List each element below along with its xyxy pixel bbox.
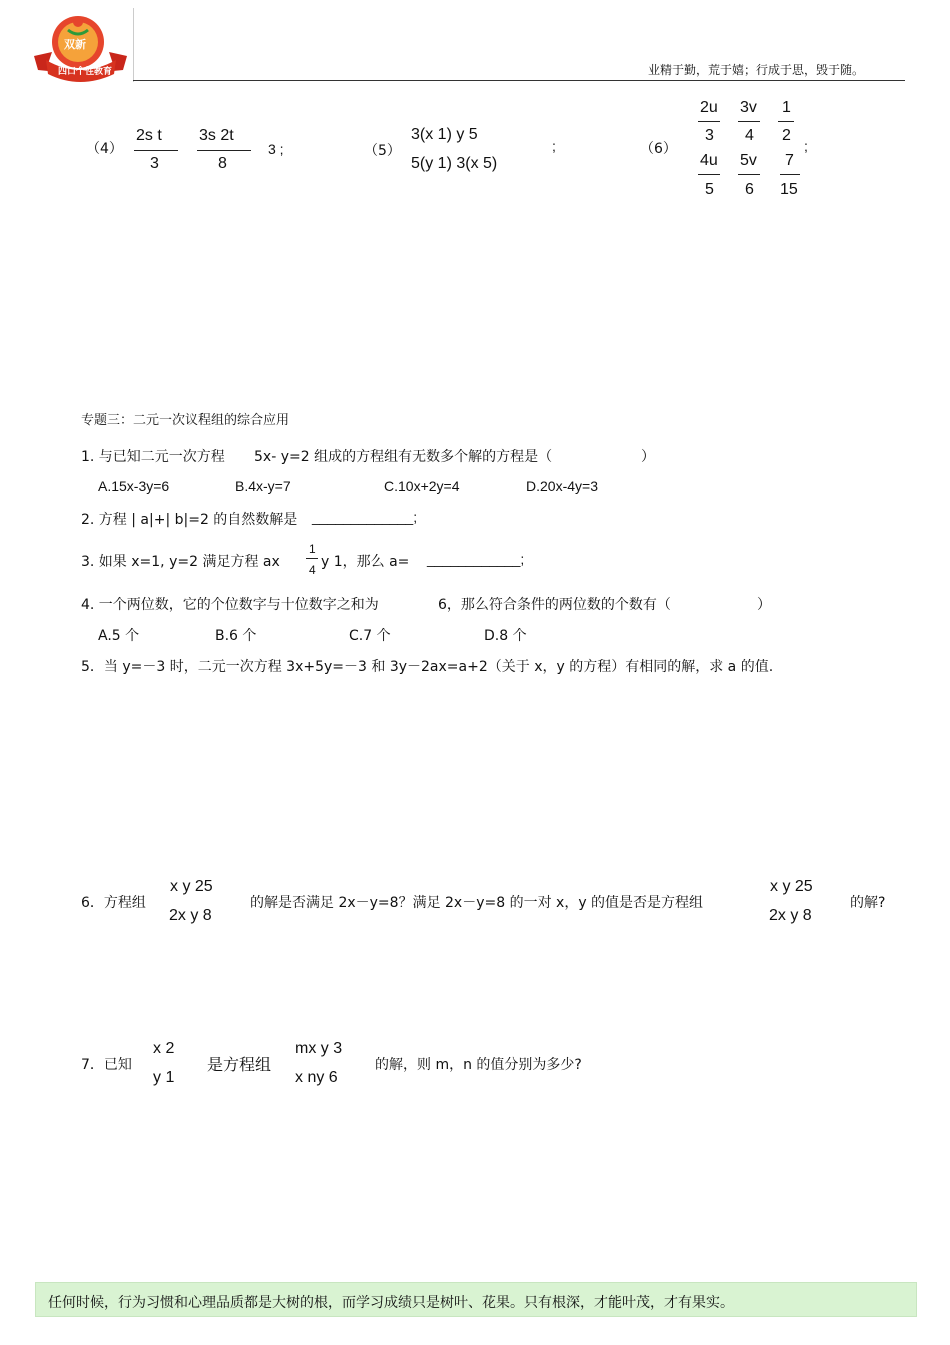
q7-solution-row-1: x 2 (153, 1040, 175, 1057)
q4-option-c: C.7 个 (349, 628, 391, 644)
q6-middle-text: 的解是否满足 2x－y=8？满足 2x－y=8 的一对 x，y 的值是否是方程组 (250, 895, 704, 911)
q4-text-b: 6，那么符合条件的两位数的个数有（ (438, 597, 671, 613)
p6-r2-num-3: 7 (785, 152, 794, 169)
p5-semicolon: ; (552, 138, 556, 154)
q6-system-2-row-2: 2x y 8 (769, 907, 812, 924)
q2-text: 2. 方程 | a|+| b|=2 的自然数解是 (81, 512, 298, 528)
p4-numerator-2: 3s 2t (199, 127, 234, 144)
p6-r1-num-2: 3v (740, 99, 757, 116)
p4-numerator-1: 2s t (136, 127, 162, 144)
footer-text: 任何时候，行为习惯和心理品质都是大树的根，而学习成绩只是树叶、花果。只有根深，才能叶茂，才有果实。 (48, 1295, 734, 1311)
q1-option-a: A.15x-3y=6 (98, 478, 170, 494)
p6-r1-bar-2 (738, 121, 760, 122)
q7-lead: 7．已知 (81, 1057, 132, 1073)
q1-option-b: B.4x-y=7 (235, 478, 291, 494)
p6-r2-bar-2 (738, 174, 760, 175)
q4-close: ） (757, 597, 771, 613)
q3-text-b: y 1，那么 a= (321, 554, 410, 570)
q3-frac-denominator: 4 (309, 563, 316, 577)
problem-5-label: （5） (364, 143, 401, 159)
p6-r1-den-1: 3 (705, 127, 714, 144)
header-motto: 业精于勤，荒于嬉；行成于思，毁于随。 (648, 63, 865, 77)
q5-text: 5．当 y=－3 时，二元一次方程 3x+5y=－3 和 3y－2ax=a+2（关于 x，y 的方程）有相同的解，求 a 的值. (81, 659, 774, 675)
p5-row-1: 3(x 1) y 5 (411, 126, 478, 143)
problem-4-label: （4） (86, 141, 123, 157)
q6-tail: 的解? (850, 895, 886, 911)
q3-blank: ____________; (427, 551, 525, 567)
p6-semicolon: ; (804, 138, 808, 154)
q3-fraction-bar (306, 558, 318, 559)
p6-r2-den-2: 6 (745, 181, 754, 198)
q6-lead: 6．方程组 (81, 895, 146, 911)
problem-6-label: （6） (640, 141, 677, 157)
q6-system-1-row-1: x y 25 (170, 878, 213, 895)
p6-r2-den-1: 5 (705, 181, 714, 198)
p6-r2-bar-1 (698, 174, 720, 175)
q1-option-c: C.10x+2y=4 (384, 478, 460, 494)
p6-r2-num-1: 4u (700, 152, 718, 169)
logo-divider (133, 8, 134, 82)
school-logo (28, 8, 133, 88)
logo-ribbon-text: 四口个性教育 (58, 67, 113, 77)
footer-banner (35, 1282, 917, 1317)
p4-denominator-2: 8 (218, 155, 227, 172)
p6-r2-num-2: 5v (740, 152, 757, 169)
q4-option-d: D.8 个 (484, 628, 527, 644)
p6-r1-bar-1 (698, 121, 720, 122)
q1-option-d: D.20x-4y=3 (526, 478, 598, 494)
q1-text-a: 1. 与已知二元一次方程 (81, 449, 225, 465)
q3-text-a: 3. 如果 x=1, y=2 满足方程 ax (81, 554, 280, 570)
p6-r2-bar-3 (780, 174, 800, 175)
q4-option-b: B.6 个 (215, 628, 257, 644)
q1-close: ） (641, 449, 655, 465)
q7-system-row-2: x ny 6 (295, 1069, 338, 1086)
p5-row-2: 5(y 1) 3(x 5) (411, 155, 498, 172)
q4-text-a: 4. 一个两位数，它的个位数字与十位数字之和为 (81, 597, 379, 613)
p4-rhs: 3 ; (268, 141, 284, 157)
p4-denominator-1: 3 (150, 155, 159, 172)
logo-top-text: 双新 (64, 38, 86, 51)
q4-option-a: A.5 个 (98, 628, 140, 644)
section-title: 专题三：二元一次议程组的综合应用 (81, 413, 290, 428)
q7-system-row-1: mx y 3 (295, 1040, 343, 1057)
q7-solution-row-2: y 1 (153, 1069, 175, 1086)
p6-r2-den-3: 15 (780, 181, 798, 198)
q7-middle-text: 是方程组 (207, 1055, 272, 1074)
p4-fraction-bar-1 (134, 150, 178, 151)
q3-frac-numerator: 1 (309, 542, 316, 556)
p6-r1-den-3: 2 (782, 127, 791, 144)
q6-system-2-row-1: x y 25 (770, 878, 813, 895)
q2-blank: _____________; (312, 509, 418, 525)
p6-r1-bar-3 (778, 121, 794, 122)
q6-system-1-row-2: 2x y 8 (169, 907, 212, 924)
p6-r1-den-2: 4 (745, 127, 754, 144)
p6-r1-num-3: 1 (782, 99, 791, 116)
q7-tail: 的解，则 m，n 的值分别为多少? (375, 1057, 582, 1073)
q1-text-b: 5x- y=2 组成的方程组有无数多个解的方程是（ (254, 449, 553, 465)
p4-fraction-bar-2 (197, 150, 251, 151)
header-rule (133, 80, 905, 81)
p6-r1-num-1: 2u (700, 99, 718, 116)
